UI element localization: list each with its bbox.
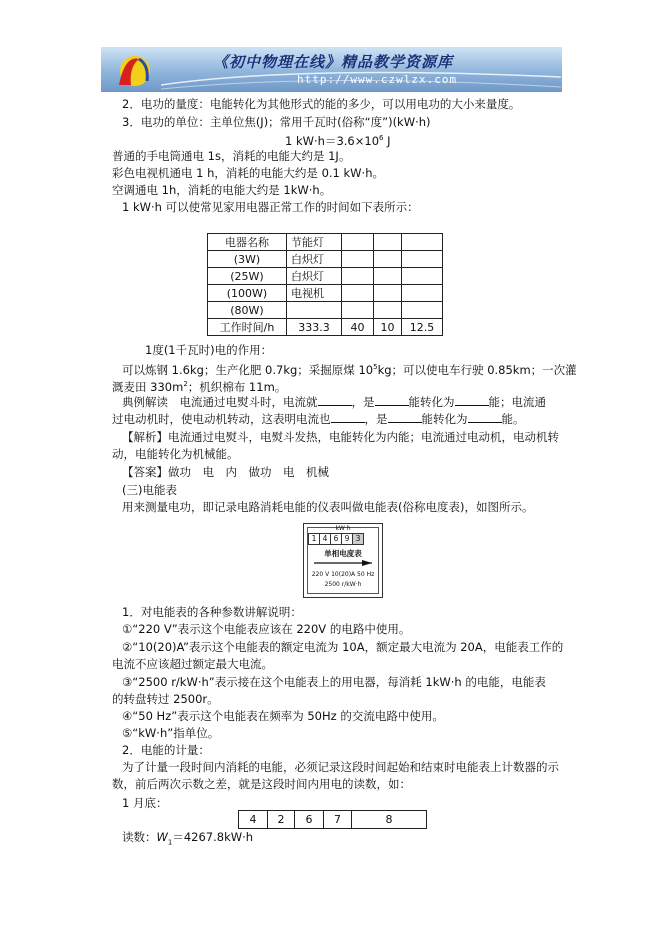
table-cell: 7 (324, 811, 352, 829)
text-line: 溉麦田 $330m^2$；机织棉布 11m。 (112, 379, 287, 394)
text-line: 为了计量一段时间内消耗的电能，必须记录这段时间起始和结束时电能表上计数器的示 (122, 760, 559, 774)
text-line: ④“50 Hz”表示这个电能表在频率为 50Hz 的交流电路中使用。 (122, 709, 444, 723)
table-cell: (100W) (208, 285, 287, 302)
answer-blank[interactable] (318, 395, 352, 406)
table-cell: (80W) (208, 302, 287, 319)
table-cell: 12.5 (402, 319, 443, 336)
table-row (208, 285, 443, 302)
text-line: 2．电能的计量： (122, 743, 210, 757)
meter-spec: 220 V 10(20)A 50 Hz (311, 571, 375, 578)
banner-title: 《初中物理在线》精品教学资源库 (213, 53, 454, 71)
text-line: ②“10(20)A”表示这个电能表的额定电流为 10A，额定最大电流为 20A，电能表工作的 (122, 640, 564, 654)
table-cell: (25W) (208, 268, 287, 285)
table-cell: 白炽灯 (287, 268, 342, 285)
header-banner (101, 47, 562, 92)
text-line: 普通的手电筒通电 1s，消耗的电能大约是 1J。 (112, 149, 351, 163)
table-cell (342, 285, 374, 302)
section-heading: (三)电能表 (122, 483, 177, 497)
table-row (208, 251, 443, 268)
table-cell (402, 268, 443, 285)
text-line: 的转盘转过 2500r。 (112, 692, 219, 706)
table-cell: 工作时间/h (208, 319, 287, 336)
table-cell (374, 251, 402, 268)
text-line: 1 kW·h 可以使常见家用电器正常工作的时间如下表所示： (122, 200, 419, 214)
answer-blank[interactable] (388, 412, 422, 423)
table-cell: 333.3 (287, 319, 342, 336)
table-row (208, 302, 443, 319)
meter-name: 单相电度表 (324, 549, 362, 558)
text-line: 典例解读 电流通过电熨斗时，电流就 ，是 能转化为 能；电流通 (122, 395, 546, 409)
site-logo (109, 51, 155, 89)
meter-arrow-icon (312, 559, 374, 567)
table-cell (402, 234, 443, 251)
table-row (208, 234, 443, 251)
meter-spec: 2500 r/kW·h (324, 581, 362, 588)
energy-meter-figure (303, 523, 383, 598)
answer-blank[interactable] (455, 395, 489, 406)
meter-digit: 6 (330, 533, 342, 545)
table-cell (402, 251, 443, 268)
text-line: 用来测量电功，即记录电路消耗电能的仪表叫做电能表(俗称电度表)，如图所示。 (122, 500, 534, 514)
meter-digit: 1 (308, 533, 320, 545)
answer-blank[interactable] (331, 412, 365, 423)
table-cell (402, 285, 443, 302)
text-line: 1度(1千瓦时)电的作用： (145, 343, 273, 357)
appliance-table (207, 233, 443, 336)
text-line: 电流不应该超过额定最大电流。 (112, 657, 273, 671)
text-line: ①“220 V”表示这个电能表应该在 220V 的电路中使用。 (122, 622, 411, 636)
text-line: 空调通电 1h，消耗的电能大约是 1kW·h。 (112, 183, 332, 197)
meter-unit: kW·h (335, 525, 351, 532)
text-line: ③“2500 r/kW·h”表示接在这个电能表上的用电器，每消耗 1kW·h 的电能，电能表 (122, 675, 546, 689)
table-cell (374, 268, 402, 285)
text-line: 读数：$W_1=4267.8kW\cdot h$ (122, 830, 254, 847)
table-cell (342, 268, 374, 285)
text-line: 【解析】电流通过电熨斗，电熨斗发热，电能转化为内能；电流通过电动机，电动机转 (122, 430, 559, 444)
text-line: 3．电功的单位：主单位焦(J)；常用千瓦时(俗称“度”)(kW·h) (122, 115, 431, 129)
text-line: 1 月底： (122, 796, 168, 810)
text-line: 过电动机时，使电动机转动，这表明电流也 ，是 能转化为 能。 (112, 412, 525, 426)
banner-url[interactable]: http://www.czwlzx.com (297, 73, 458, 86)
text-line: 2．电功的量度：电能转化为其他形式的能的多少，可以用电功的大小来量度。 (122, 97, 521, 111)
text-line: 【答案】做功 电 内 做功 电 机械 (122, 465, 329, 479)
text-line: 彩色电视机通电 1 h，消耗的电能大约是 0.1 kW·h。 (112, 166, 384, 180)
table-cell (342, 302, 374, 319)
meter-digit: 3 (352, 533, 364, 545)
table-row (208, 319, 443, 336)
table-row (239, 811, 427, 829)
meter-digit: 4 (319, 533, 331, 545)
answer-blank[interactable] (375, 395, 409, 406)
meter-digit: 9 (341, 533, 353, 545)
meter-digits (309, 533, 364, 545)
table-cell: 8 (352, 811, 427, 829)
table-cell: 40 (342, 319, 374, 336)
table-cell (374, 234, 402, 251)
table-cell: 节能灯 (287, 234, 342, 251)
table-cell (342, 251, 374, 268)
text-line: 数，前后两次示数之差，就是这段时间内用电的读数，如： (112, 777, 411, 791)
table-row (208, 268, 443, 285)
table-cell: 白炽灯 (287, 251, 342, 268)
table-cell: 4 (239, 811, 268, 829)
table-cell (374, 302, 402, 319)
table-cell: 电视机 (287, 285, 342, 302)
table-cell (374, 285, 402, 302)
text-line: 1．对电能表的各种参数讲解说明： (122, 605, 302, 619)
table-cell (287, 302, 342, 319)
table-cell (342, 234, 374, 251)
meter-reading-table (238, 810, 427, 829)
table-cell: 2 (268, 811, 295, 829)
answer-blank[interactable] (468, 412, 502, 423)
table-cell (402, 302, 443, 319)
text-line: ⑤“kW·h”指单位。 (122, 726, 220, 740)
formula-line: 1 $kW\cdot h=3.6\times 10^6$ J (285, 133, 391, 148)
text-line: 动，电能转化为机械能。 (112, 447, 239, 461)
table-cell: 10 (374, 319, 402, 336)
table-cell: 电器名称 (208, 234, 287, 251)
table-cell: (3W) (208, 251, 287, 268)
text-line: 可以炼钢 1.6kg；生产化肥 0.7kg；采掘原煤 $10^5kg$；可以使电车行驶 0.85km；一次灌 (122, 362, 577, 377)
table-cell: 6 (295, 811, 324, 829)
